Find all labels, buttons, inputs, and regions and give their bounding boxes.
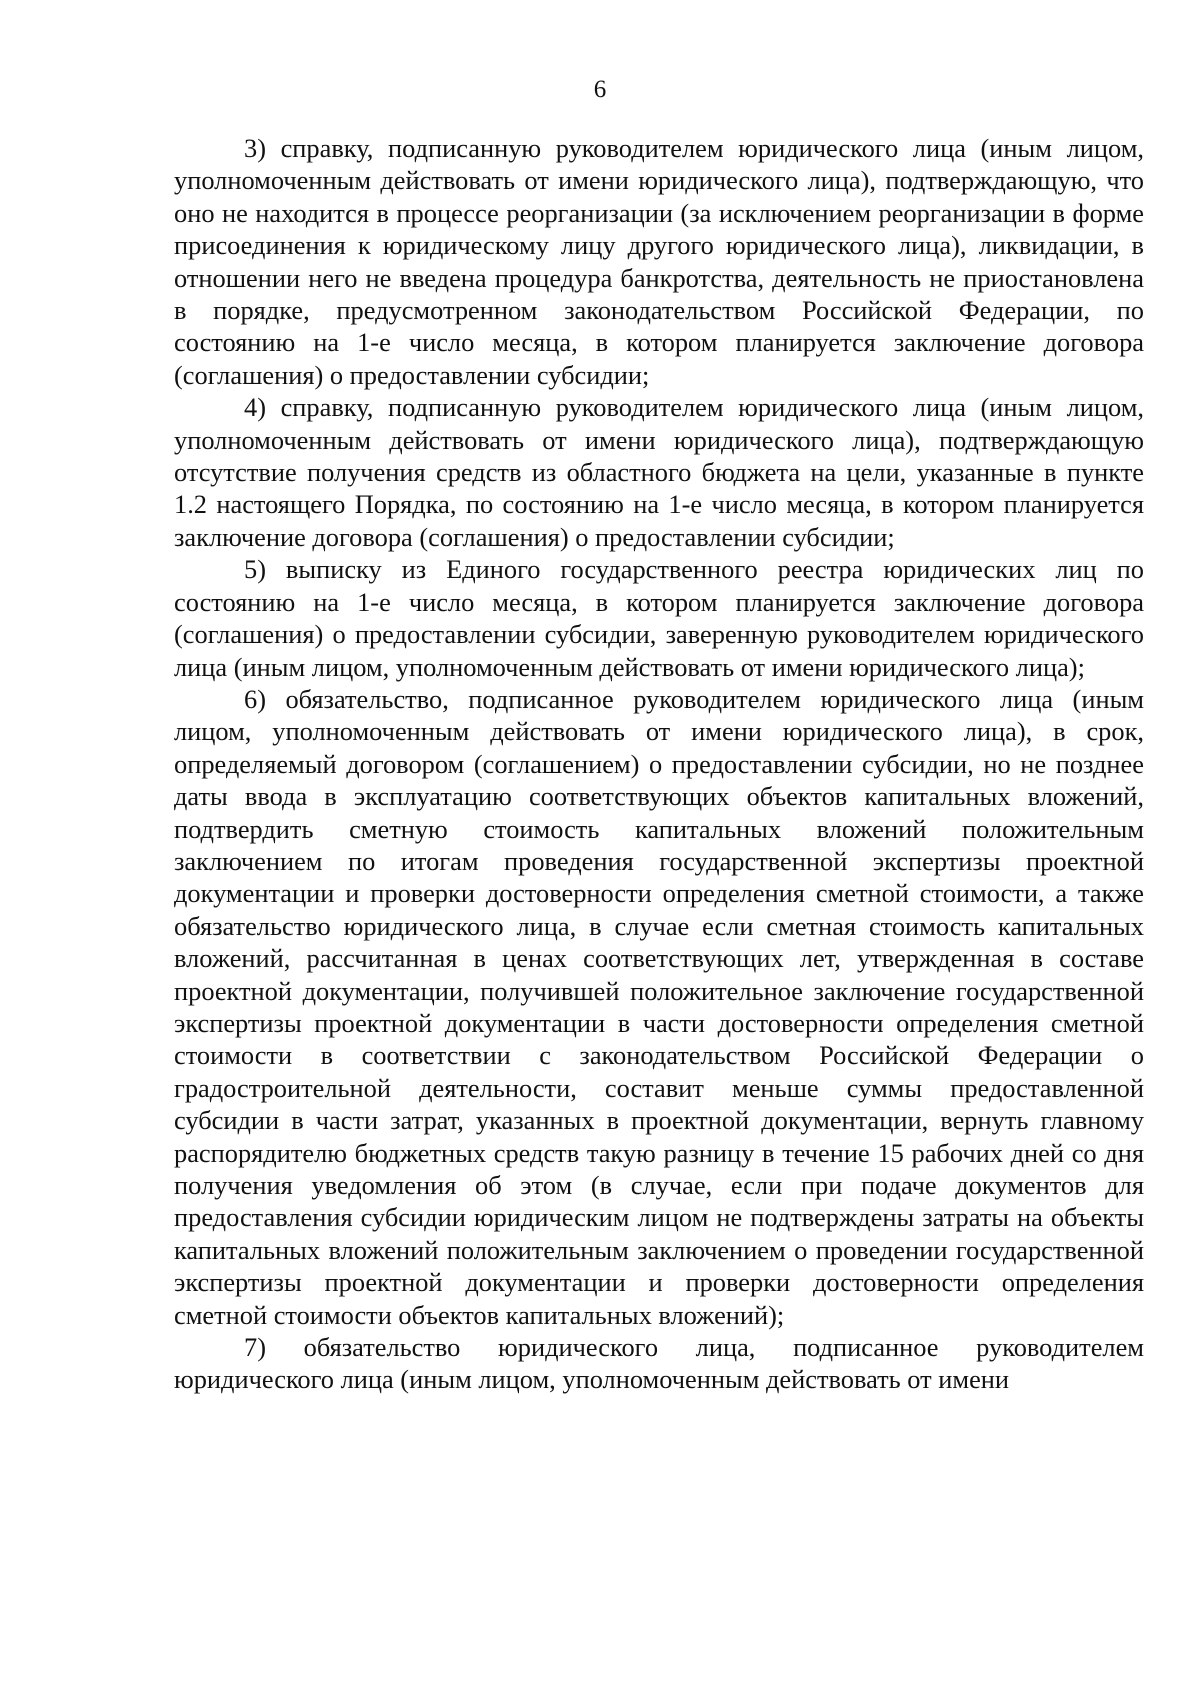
paragraph-item-6: 6) обязательство, подписанное руководителем юридического лица (иным лицом, уполномоченным действовать от имени юридического лица), в срок, определяемый договором (соглашением) о предоставлении субсидии, но не позднее даты ввода в эксплуатацию соответствующих объектов капитальных вложений, подтвердить сметную стоимость капитальных вложений положительным заключением по итогам проведения государственной экспертизы проектной документации и проверки достоверности определения сметной стоимости, а также обязательство юридического лица, в случае если сметная стоимость капитальных вложений, рассчитанная в ценах соответствующих лет, утвержденная в составе проектной документации, получившей положительное заключение государственной экспертизы проектной документации в части достоверности определения сметной стоимости в соответствии с законодательством Российской Федерации о градостроительной деятельности, составит меньше суммы предоставленной субсидии в части затрат, указанных в проектной документации, вернуть главному распорядителю бюджетных средств такую разницу в течение 15 рабочих дней со дня получения уведомления об этом (в случае, если при подаче документов для предоставления субсидии юридическим лицом не подтверждены затраты на объекты капитальных вложений положительным заключением о проведении государственной экспертизы проектной документации и проверки достоверности определения сметной стоимости объектов капитальных вложений);	[174, 683, 1144, 1330]
document-body	[174, 132, 1144, 1396]
paragraph-item-7: 7) обязательство юридического лица, подписанное руководителем юридического лица (иным лицом, уполномоченным действовать от имени	[174, 1332, 1144, 1395]
paragraph-item-3: 3) справку, подписанную руководителем юридического лица (иным лицом, уполномоченным действовать от имени юридического лица), подтверждающую, что оно не находится в процессе реорганизации (за исключением реорганизации в форме присоединения к юридическому лицу другого юридического лица), ликвидации, в отношении него не введена процедура банкротства, деятельность не приостановлена в порядке, предусмотренном законодательством Российской Федерации, по состоянию на 1-е число месяца, в котором планируется заключение договора (соглашения) о предоставлении субсидии;	[174, 133, 1144, 390]
page-number: 6	[593, 76, 607, 103]
paragraph-item-5: 5) выписку из Единого государственного реестра юридических лиц по состоянию на 1-е число месяца, в котором планируется заключение договора (соглашения) о предоставлении субсидии, заверенную руководителем юридического лица (иным лицом, уполномоченным действовать от имени юридического лица);	[174, 554, 1144, 682]
paragraph-item-4: 4) справку, подписанную руководителем юридического лица (иным лицом, уполномоченным действовать от имени юридического лица), подтверждающую отсутствие получения средств из областного бюджета на цели, указанные в пункте 1.2 настоящего Порядка, по состоянию на 1-е число месяца, в котором планируется заключение договора (соглашения) о предоставлении субсидии;	[174, 392, 1144, 552]
